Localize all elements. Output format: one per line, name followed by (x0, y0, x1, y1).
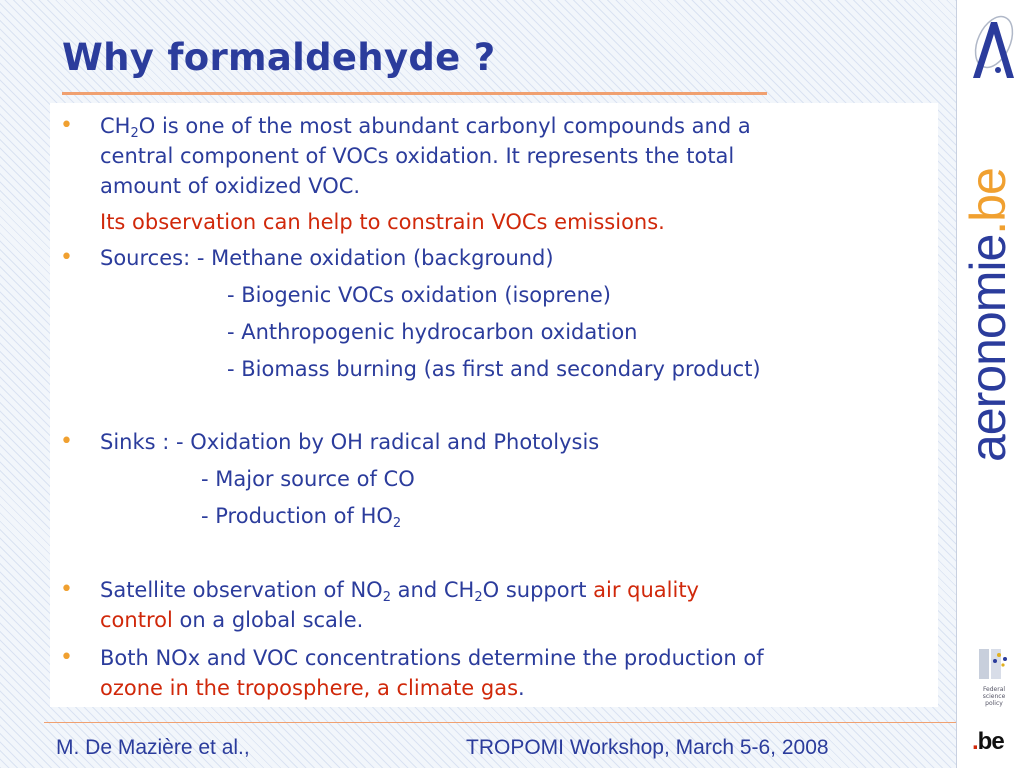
bullet-ch2o-line3: amount of oxidized VOC. (100, 174, 361, 198)
bullet-ch2o-line2: central component of VOCs oxidation. It represents the total (100, 144, 735, 168)
title-underline (62, 92, 767, 95)
bullet-ozone (60, 643, 930, 703)
satellite-line2: control on a global scale. (100, 608, 364, 632)
bullet-sources (60, 243, 930, 273)
sinks-item-co: - Major source of CO (201, 467, 415, 491)
emissions-note: Its observation can help to constrain VOCs emissions. (100, 210, 665, 234)
footer-author: M. De Mazière et al., (56, 736, 250, 759)
bullet-satellite (60, 575, 930, 635)
bullet-ch2o-line1: $CH_2O$ is one of the most abundant carbonyl compounds and a (100, 114, 751, 141)
belspo-flag-logo-icon (975, 647, 1013, 681)
slide-title: Why formaldehyde ? (62, 36, 496, 79)
bullet-icon: • (60, 429, 73, 454)
bullet-icon: • (60, 245, 73, 270)
bullet-sinks (60, 427, 930, 457)
footer-event: TROPOMI Workshop, March 5-6, 2008 (466, 736, 829, 759)
sinks-item-ho2: - Production of $HO_2$ (201, 504, 402, 531)
sources-item-anthropogenic: - Anthropogenic hydrocarbon oxidation (227, 320, 638, 344)
sources-lead: Sources: - Methane oxidation (background) (100, 246, 554, 270)
aeronomie-a-logo-icon (964, 8, 1020, 84)
footer-rule (44, 722, 956, 723)
sources-item-biomass: - Biomass burning (as first and secondary product) (227, 357, 761, 381)
bullet-icon: • (60, 577, 73, 602)
belspo-caption: Federal science policy (982, 686, 1006, 707)
brand-wordmark: aeronomie.be (960, 168, 1016, 462)
sinks-lead: Sinks : - Oxidation by OH radical and Photolysis (100, 430, 600, 454)
satellite-line1: Satellite observation of $NO_2$ and $CH_2O$ support air quality (100, 578, 699, 605)
ozone-line1: Both NOx and VOC concentrations determine the production of (100, 646, 764, 670)
ozone-line2: ozone in the troposphere, a climate gas. (100, 676, 525, 700)
be-badge: .be (972, 728, 1004, 755)
sources-item-biogenic: - Biogenic VOCs oxidation (isoprene) (227, 283, 611, 307)
content-panel (50, 103, 938, 707)
bullet-icon: • (60, 113, 73, 138)
bullet-ch2o (60, 111, 930, 201)
bullet-icon: • (60, 645, 73, 670)
